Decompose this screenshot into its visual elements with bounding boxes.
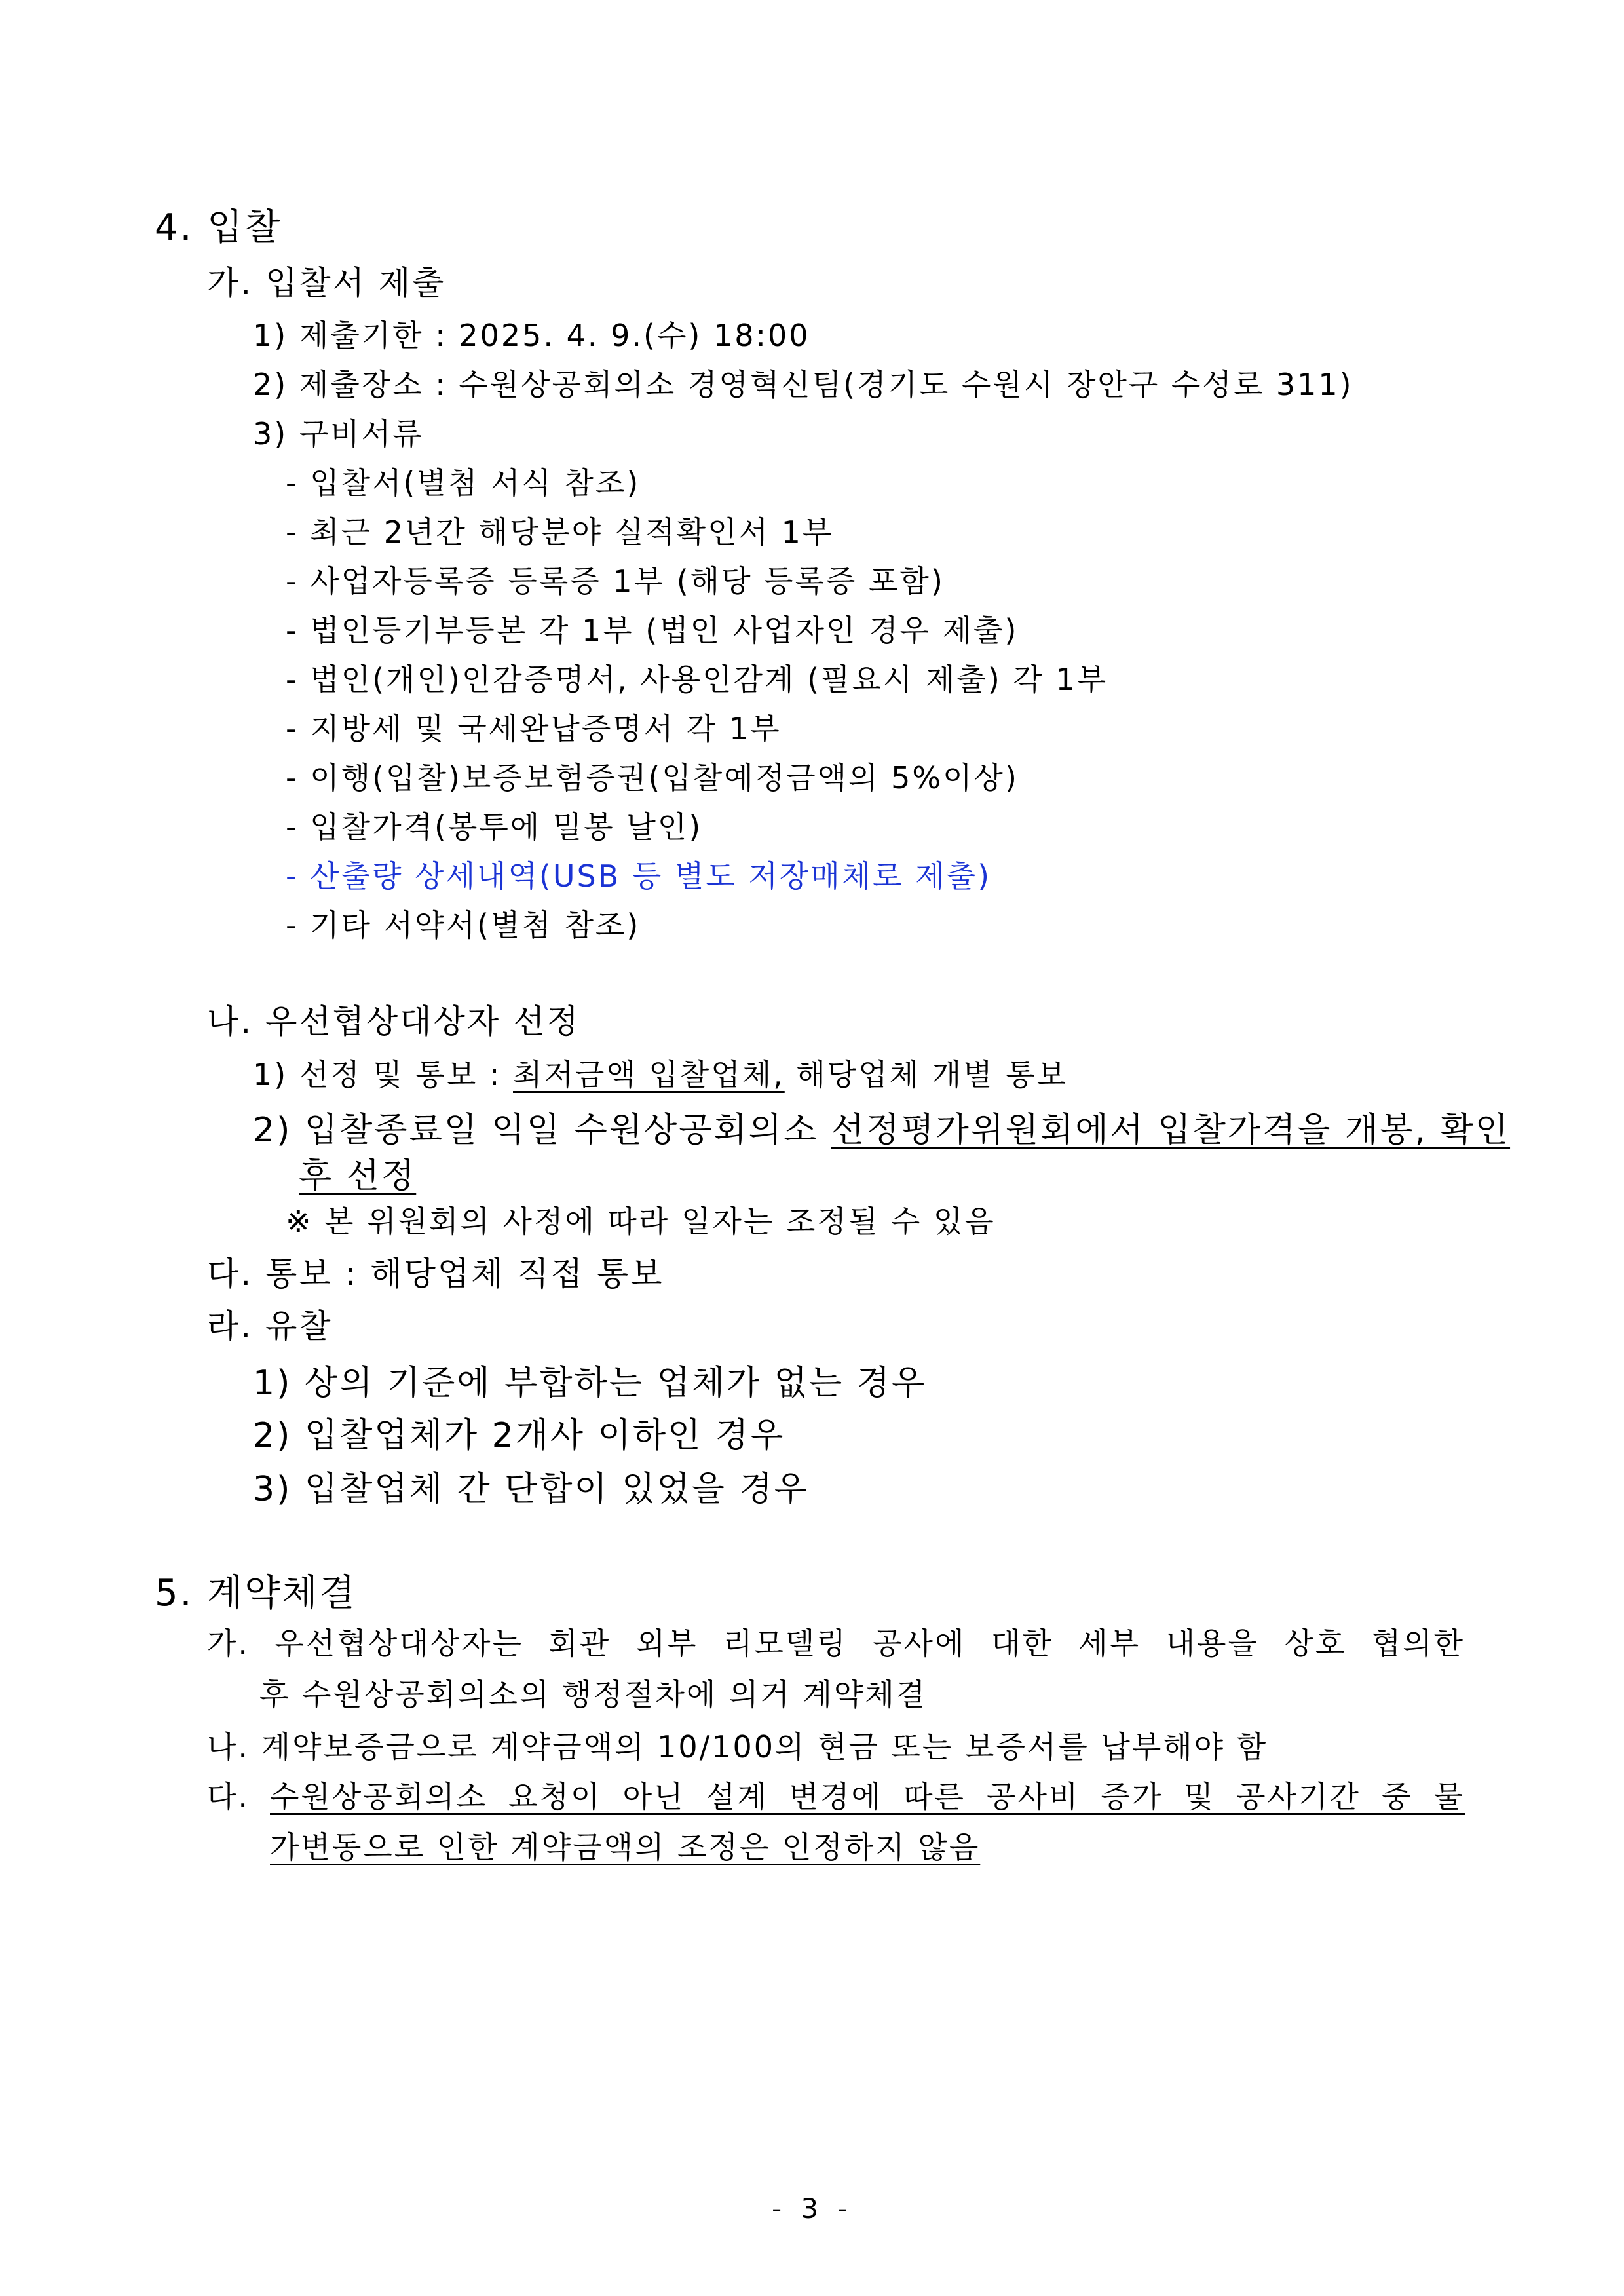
selection-label: 1) 선정 및 통보 :: [253, 1057, 514, 1092]
contract-deposit-clause: 나. 계약보증금으로 계약금액의 10/100의 현금 또는 보증서를 납부해야 함: [207, 1729, 1268, 1765]
selection-suffix: 해당업체 개별 통보: [784, 1057, 1068, 1092]
doc-item: - 이행(입찰)보증보험증권(입찰예정금액의 5%이상): [286, 760, 1019, 795]
submission-deadline: 1) 제출기한 : 2025. 4. 9.(수) 18:00: [253, 318, 810, 353]
contract-adjustment-line2: 가변동으로 인한 계약금액의 조정은 인정하지 않음: [270, 1829, 981, 1865]
section-4-da-title: 다. 통보 : 해당업체 직접 통보: [207, 1255, 664, 1293]
section-4-ra-title: 라. 유찰: [207, 1307, 333, 1345]
contract-ga-line2: 후 수원상공회의소의 행정절차에 의거 계약체결: [259, 1677, 928, 1712]
doc-item: - 법인(개인)인감증명서, 사용인감계 (필요시 제출) 각 1부: [286, 662, 1108, 697]
doc-item-highlighted: - 산출량 상세내역(USB 등 별도 저장매체로 제출): [286, 858, 992, 894]
doc-item: - 법인등기부등본 각 1부 (법인 사업자인 경우 제출): [286, 613, 1019, 648]
evaluation-underlined: 선정평가위원회에서 입찰가격을 개봉, 확인: [831, 1111, 1511, 1150]
doc-item: - 최근 2년간 해당분야 실적확인서 1부: [286, 514, 834, 550]
doc-item: - 입찰서(별첨 서식 참조): [286, 465, 641, 501]
doc-item: - 사업자등록증 등록증 1부 (해당 등록증 포함): [286, 564, 945, 599]
required-documents-heading: 3) 구비서류: [253, 416, 424, 451]
failed-bid-condition: 3) 입찰업체 간 단합이 있었을 경우: [253, 1470, 810, 1509]
contract-da-label: 다.: [207, 1779, 250, 1814]
section-4-na-title: 나. 우선협상대상자 선정: [207, 1003, 580, 1041]
page-number: - 3 -: [772, 2192, 853, 2225]
section-5-title: 5. 계약체결: [155, 1572, 357, 1615]
evaluation-line: [253, 1102, 1510, 1151]
doc-item: - 지방세 및 국세완납증명서 각 1부: [286, 711, 782, 746]
submission-place: 2) 제출장소 : 수원상공회의소 경영혁신팀(경기도 수원시 장안구 수성로 311): [253, 367, 1353, 402]
section-4-ga-title: 가. 입찰서 제출: [207, 264, 446, 302]
doc-item: - 입찰가격(봉투에 밀봉 날인): [286, 809, 703, 845]
selection-notice-line: [253, 1051, 1068, 1094]
schedule-note: ※ 본 위원회의 사정에 따라 일자는 조정될 수 있음: [286, 1204, 996, 1239]
contract-ga-line1: 가. 우선협상대상자는 회관 외부 리모델링 공사에 대한 세부 내용을 상호 협의한: [207, 1626, 1465, 1661]
contract-adjustment-line1: 수원상공회의소 요청이 아닌 설계 변경에 따른 공사비 증가 및 공사기간 중 물: [270, 1779, 1465, 1814]
failed-bid-condition: 1) 상의 기준에 부합하는 업체가 없는 경우: [253, 1364, 927, 1403]
failed-bid-condition: 2) 입찰업체가 2개사 이하인 경우: [253, 1416, 785, 1455]
section-4-title: 4. 입찰: [155, 206, 282, 249]
doc-item: - 기타 서약서(별첨 참조): [286, 908, 641, 943]
evaluation-prefix: 2) 입찰종료일 익일 수원상공회의소: [253, 1111, 831, 1150]
lowest-bid-underlined: 최저금액 입찰업체,: [513, 1057, 785, 1092]
evaluation-continuation: 후 선정: [299, 1157, 417, 1196]
